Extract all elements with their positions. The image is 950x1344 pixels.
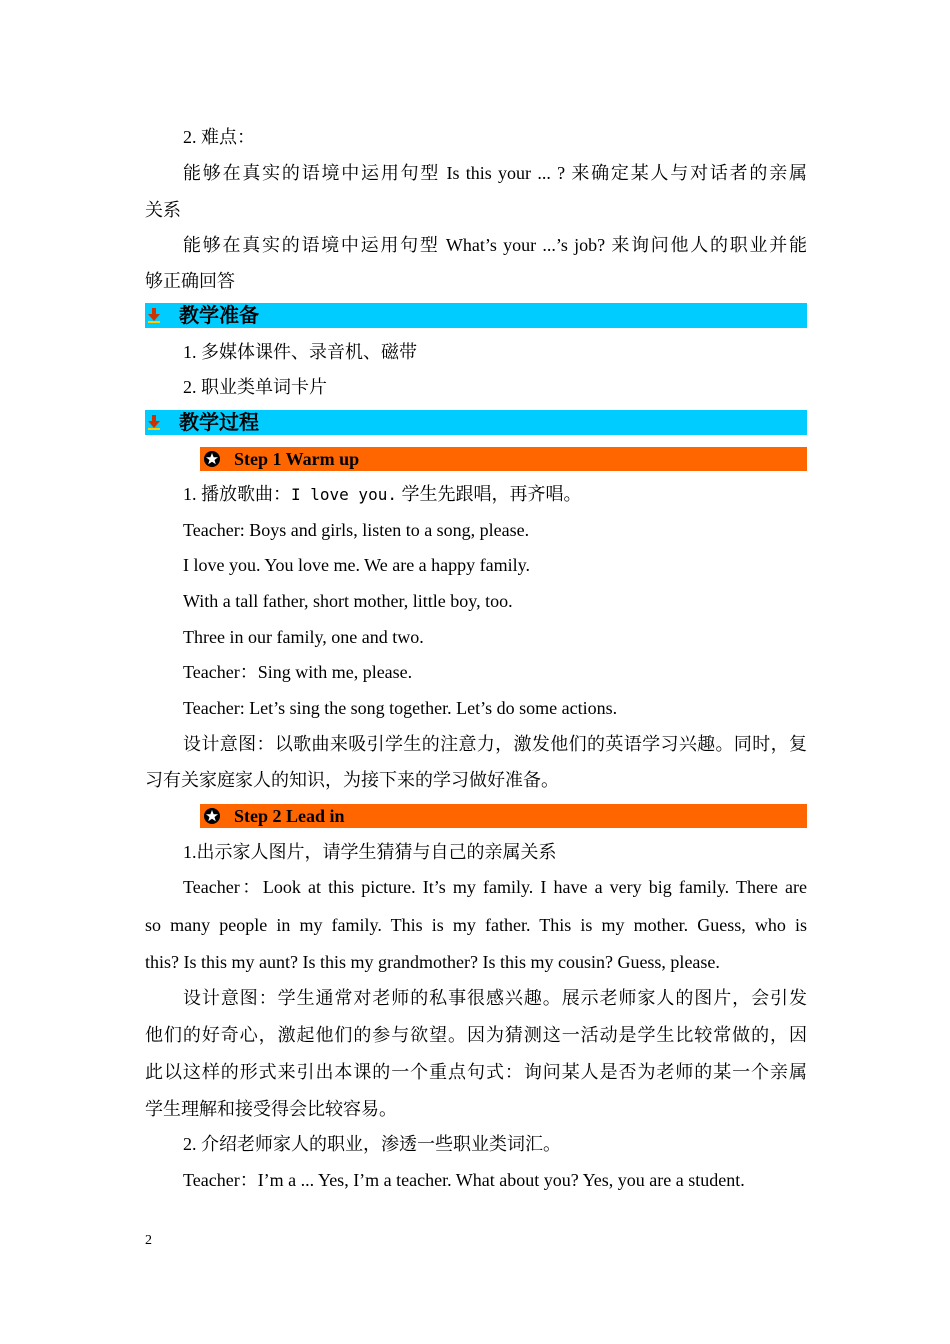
step-1-item-1 [183,482,807,507]
step-2-item-2: 2. 介绍老师家人的职业，渗透一些职业类词汇。 [183,1134,561,1154]
difficulty-paragraph-2-line-1: 能够在真实的语境中运用句型 What’s your ...’s job? 来询问他人的职业并能 [183,235,807,255]
step-2-intent-line-1: 设计意图：学生通常对老师的私事很感兴趣。展示老师家人的图片，会引发 [183,988,807,1008]
step-2-intent-line-4: 学生理解和接受得会比较容易。 [145,1099,397,1119]
step-1-header [200,447,807,471]
star-circle-icon [203,807,221,825]
step-1-dialogue-line-3: With a tall father, short mother, little boy, too. [183,591,513,611]
step-2-teacher-line-3: this? Is this my aunt? Is this my grandmother? Is this my cousin? Guess, please. [145,952,720,972]
step-2-title: Step 2 Lead in [234,806,345,826]
preparation-item-2: 2. 职业类单词卡片 [183,377,327,397]
step-1-item-1-prefix: 1. 播放歌曲： [183,484,291,504]
step-1-dialogue-line-4: Three in our family, one and two. [183,627,424,647]
step-1-item-1-suffix: 学生先跟唱，再齐唱。 [396,484,582,504]
step-1-intent-line-2: 习有关家庭家人的知识，为接下来的学习做好准备。 [145,770,559,790]
step-1-intent-line-1: 设计意图：以歌曲来吸引学生的注意力，激发他们的英语学习兴趣。同时，复 [183,734,807,754]
down-arrow-icon [147,414,161,430]
step-2-header [200,804,807,828]
step-1-song-title: I love you. [291,485,397,504]
section-header-process [145,410,807,435]
step-2-intent-line-2: 他们的好奇心，激起他们的参与欲望。因为猜测这一活动是学生比较常做的，因 [145,1025,807,1045]
star-circle-icon [203,450,221,468]
step-1-title: Step 1 Warm up [234,449,360,469]
page-number: 2 [145,1233,152,1248]
step-1-dialogue-line-6: Teacher: Let’s sing the song together. Let’s do some actions. [183,698,618,718]
difficulty-heading: 2. 难点： [183,127,255,147]
step-2-intent-line-3: 此以这样的形式来引出本课的一个重点句式：询问某人是否为老师的某一个亲属 [145,1062,807,1082]
section-header-preparation [145,303,807,328]
step-1-dialogue-line-1: Teacher: Boys and girls, listen to a song, please. [183,520,530,540]
section-title-preparation: 教学准备 [179,303,259,327]
section-title-process: 教学过程 [179,410,259,434]
step-2-teacher-line-1: Teacher：Look at this picture. It’s my family. I have a very big family. There are [183,877,807,897]
step-2-teacher-line-2: so many people in my family. This is my father. This is my mother. Guess, who is [145,915,807,935]
step-2-teacher-last-line: Teacher：I’m a ... Yes, I’m a teacher. What about you? Yes, you are a student. [183,1170,745,1190]
difficulty-paragraph-1-line-2: 关系 [145,200,181,220]
difficulty-paragraph-2-line-2: 够正确回答 [145,271,235,291]
preparation-item-1: 1. 多媒体课件、录音机、磁带 [183,342,417,362]
step-1-dialogue-line-2: I love you. You love me. We are a happy family. [183,555,530,575]
down-arrow-icon [147,307,161,323]
difficulty-paragraph-1-line-1: 能够在真实的语境中运用句型 Is this your ... ? 来确定某人与对话者的亲属 [183,163,807,183]
step-2-item-1: 1.出示家人图片，请学生猜猜与自己的亲属关系 [183,842,557,862]
step-1-dialogue-line-5: Teacher：Sing with me, please. [183,662,413,682]
